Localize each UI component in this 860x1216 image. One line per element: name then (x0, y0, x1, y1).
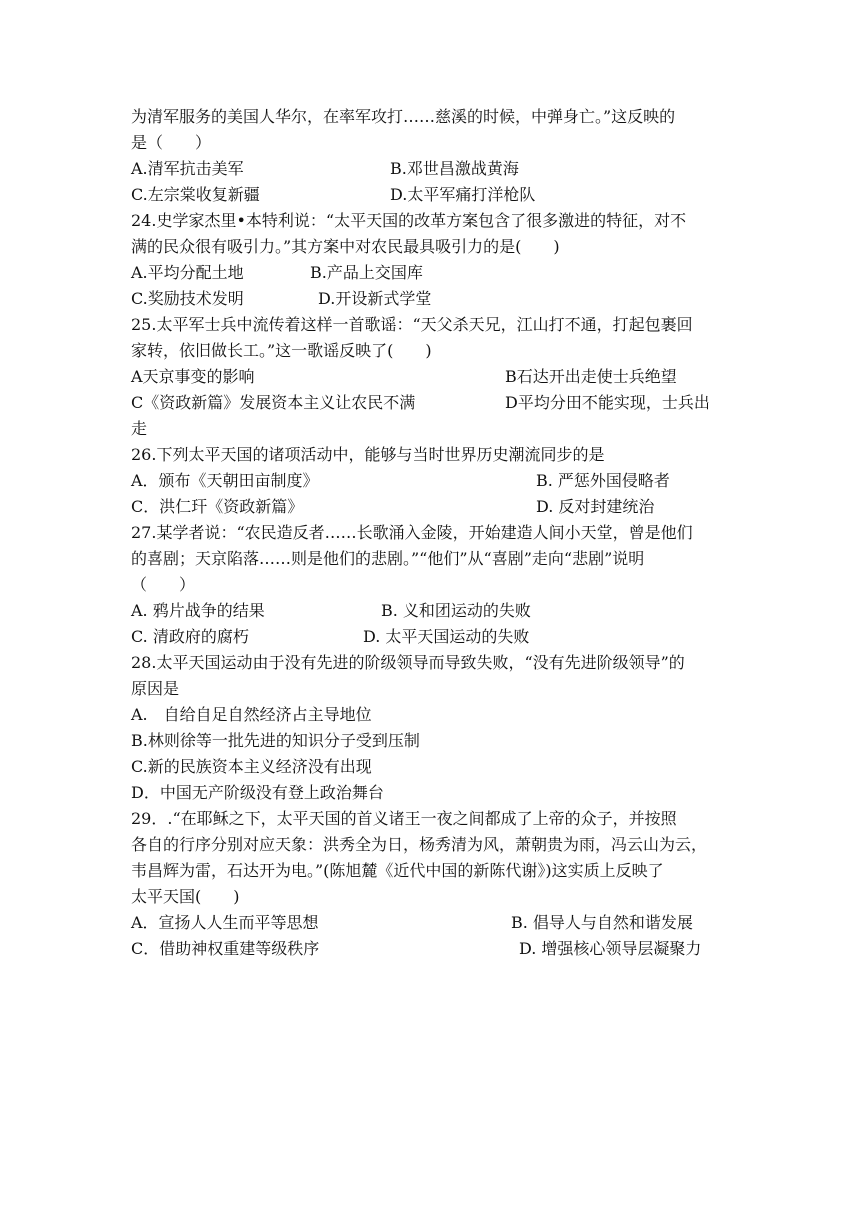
q29-option-d: D. 增强核心领导层凝聚力 (519, 939, 702, 958)
q23-option-b: B.邓世昌激战黄海 (390, 159, 519, 178)
q24-stem-line-1: 24.史学家杰里•本特利说：“太平天国的改革方案包含了很多激进的特征，对不 (131, 211, 687, 230)
q23-options-row-2 (131, 184, 741, 206)
q23-option-d: D.太平军痛打洋枪队 (390, 185, 536, 204)
q28-option-d: D．中国无产阶级没有登上政治舞台 (131, 783, 384, 802)
q27-option-b: B. 义和团运动的失败 (381, 601, 531, 620)
q23-option-c: C.左宗棠收复新疆 (131, 185, 260, 204)
q23-option-a: A.清军抗击美军 (131, 159, 244, 178)
q24-options-row-1 (131, 262, 741, 284)
q25-options-row-2 (131, 392, 741, 414)
q24-option-d: D.开设新式学堂 (318, 289, 432, 308)
q26-option-d: D. 反对封建统治 (536, 497, 655, 516)
q28-stem-line-2: 原因是 (131, 679, 180, 698)
q27-stem-line-1: 27.某学者说：“农民造反者……长歌涌入金陵，开始建造人间小天堂，曾是他们 (131, 523, 693, 542)
q29-options-row-1 (131, 912, 741, 934)
q28-option-a: A. 自给自足自然经济占主导地位 (131, 705, 372, 724)
q26-option-c: C．洪仁玕《资政新篇》 (131, 497, 304, 516)
q25-stem-line-1: 25.太平军士兵中流传着这样一首歌谣：“天父杀天兄，江山打不通，打起包裹回 (131, 315, 693, 334)
q26-options-row-2 (131, 496, 741, 518)
q27-option-c: C. 清政府的腐朽 (131, 627, 249, 646)
q29-stem-line-3: 韦昌辉为雷，石达开为电。”(陈旭麓《近代中国的新陈代谢》)这实质上反映了 (131, 861, 664, 880)
q29-stem-line-1: 29．.“在耶稣之下，太平天国的首义诸王一夜之间都成了上帝的众子，并按照 (131, 809, 677, 828)
q27-stem-line-3: （ ） (131, 575, 196, 594)
q25-option-d-continued: 走 (131, 419, 148, 438)
q25-option-c: C《资政新篇》发展资本主义让农民不满 (131, 393, 416, 412)
q29-option-c: C．借助神权重建等级秩序 (131, 939, 320, 958)
q24-stem-line-2: 满的民众很有吸引力。”其方案中对农民最具吸引力的是( ) (131, 237, 560, 256)
q27-stem-line-2: 的喜剧；天京陷落……则是他们的悲剧。”“他们”从“喜剧”走向“悲剧”说明 (131, 549, 645, 568)
q27-option-d: D. 太平天国运动的失败 (363, 627, 530, 646)
q23-stem-line-2: 是（ ） (131, 133, 212, 152)
q24-option-b: B.产品上交国库 (310, 263, 423, 282)
q29-stem-line-2: 各自的行序分别对应天象：洪秀全为日，杨秀清为风，萧朝贵为雨，冯云山为云， (131, 835, 708, 854)
q28-option-b: B.林则徐等一批先进的知识分子受到压制 (131, 731, 420, 750)
q27-options-row-2 (131, 626, 741, 648)
q24-options-row-2 (131, 288, 741, 310)
q27-option-a: A. 鸦片战争的结果 (131, 601, 265, 620)
q25-option-d: D平均分田不能实现，士兵出 (505, 393, 710, 412)
q25-options-row-1 (131, 366, 741, 388)
q24-option-a: A.平均分配土地 (131, 263, 244, 282)
q26-stem: 26.下列太平天国的诸项活动中，能够与当时世界历史潮流同步的是 (131, 445, 605, 464)
q23-stem-line-1: 为清军服务的美国人华尔，在率军攻打……慈溪的时候，中弹身亡。”这反映的 (131, 107, 676, 126)
q24-option-c: C.奖励技术发明 (131, 289, 244, 308)
q26-option-a: A．颁布《天朝田亩制度》 (131, 471, 319, 490)
q26-options-row-1 (131, 470, 741, 492)
q26-option-b: B. 严惩外国侵略者 (536, 471, 670, 490)
q29-option-a: A．宣扬人人生而平等思想 (131, 913, 319, 932)
q25-option-b: B石达开出走使士兵绝望 (505, 367, 677, 386)
q29-options-row-2 (131, 938, 741, 960)
q28-stem-line-1: 28.太平天国运动由于没有先进的阶级领导而导致失败，“没有先进阶级领导”的 (131, 653, 685, 672)
q27-options-row-1 (131, 600, 741, 622)
q29-option-b: B. 倡导人与自然和谐发展 (511, 913, 693, 932)
q23-options-row-1 (131, 158, 741, 180)
q25-option-a: A天京事变的影响 (131, 367, 255, 386)
q29-stem-line-4: 太平天国( ) (131, 887, 240, 906)
q25-stem-line-2: 家转，依旧做长工。”这一歌谣反映了( ) (131, 341, 432, 360)
q28-option-c: C.新的民族资本主义经济没有出现 (131, 757, 372, 776)
